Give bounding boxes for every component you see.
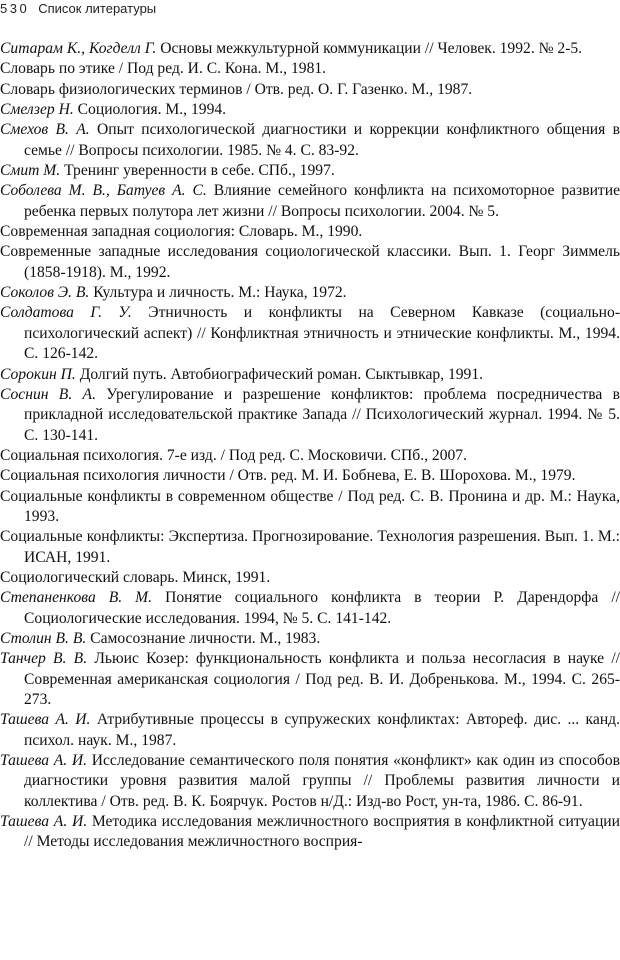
entry-author: Столин В. В. bbox=[0, 629, 87, 647]
entry-text: Словарь физиологических терминов / Отв. ред. О. Г. Газенко. М., 1987. bbox=[0, 80, 473, 98]
bibliography-entry bbox=[0, 466, 620, 486]
entry-text: Социологический словарь. Минск, 1991. bbox=[0, 568, 271, 586]
bibliography-entry bbox=[0, 222, 620, 242]
entry-text: Долгий путь. Автобиографический роман. Сыктывкар, 1991. bbox=[75, 365, 484, 383]
bibliography-entry bbox=[0, 303, 620, 364]
bibliography-entry bbox=[0, 812, 620, 853]
entry-text: Понятие социального конфликта в теории Р. Дарендорфа // Социологические исследования. 1994, № 5. С. 141-142. bbox=[24, 589, 620, 627]
entry-text: Этничность и конфликты на Северном Кавказе (социально-психологический аспект) // Конфликтная этничность и этнические конфликты. М., 1994. С. 126-142. bbox=[24, 304, 620, 363]
entry-text: Культура и личность. М.: Наука, 1972. bbox=[89, 284, 347, 302]
entry-text: Современная западная социология: Словарь. М., 1990. bbox=[0, 223, 363, 241]
entry-author: Ташева А. И. bbox=[0, 711, 91, 729]
entry-author: Степаненкова В. М. bbox=[0, 589, 153, 607]
entry-text: Исследование семантического поля понятия «конфликт» как один из способов диагностики уровня развития малой группы // Проблемы развития личности и коллектива / Отв. ред. В. К. Боярчук. Ростов н/Д.: Изд-во Рост, ун-та, 1986. С. 86-91. bbox=[24, 752, 620, 810]
bibliography-entry bbox=[0, 385, 620, 446]
entry-text: Современные западные исследования социологической классики. Вып. 1. Георг Зиммель (1858-1918). М., 1992. bbox=[0, 243, 620, 281]
entry-author: Ситарам К., Когделл Г. bbox=[0, 40, 157, 57]
bibliography-entry bbox=[0, 242, 620, 283]
entry-author: Соколов Э. В. bbox=[0, 284, 90, 302]
entry-text: Атрибутивные процессы в супружеских конфликтах: Автореф. дис. ... канд. психол. наук. М., 1987. bbox=[24, 711, 620, 749]
bibliography-entry bbox=[0, 629, 620, 649]
entry-text: Социальная психология личности / Отв. ред. М. И. Бобнева, Е. В. Шорохова. М., 1979. bbox=[0, 467, 576, 485]
entry-author: Смехов В. А. bbox=[0, 121, 90, 139]
bibliography-entry bbox=[0, 181, 620, 222]
section-title: Список литературы bbox=[38, 1, 157, 16]
bibliography-entry bbox=[0, 100, 620, 120]
bibliography-list bbox=[0, 39, 620, 853]
entry-text: Социальная психология. 7-е изд. / Под ред. С. Московичи. СПб., 2007. bbox=[0, 446, 467, 464]
entry-text: Словарь по этике / Под ред. И. С. Кона. М., 1981. bbox=[0, 60, 327, 78]
entry-text: Основы межкультурной коммуникации // Человек. 1992. № 2-5. bbox=[156, 40, 583, 57]
entry-author: Ташева А. И. bbox=[0, 752, 88, 770]
entry-text: Социальные конфликты: Экспертиза. Прогнозирование. Технология разрешения. Вып. 1. М.: ИСАН, 1991. bbox=[0, 528, 620, 566]
entry-text: Льюис Козер: функциональность конфликта и польза несогласия в науке // Современная американская социология / Под ред. В. И. Добренькова. М., 1994. С. 265-273. bbox=[24, 650, 620, 708]
bibliography-entry bbox=[0, 751, 620, 812]
entry-author: Соснин В. А. bbox=[0, 385, 96, 403]
entry-text: Опыт психологической диагностики и коррекции конфликтного общения в семье // Вопросы психологии. 1985. № 4. С. 83-92. bbox=[24, 121, 620, 159]
bibliography-entry bbox=[0, 283, 620, 303]
bibliography-entry bbox=[0, 365, 620, 385]
bibliography-entry bbox=[0, 446, 620, 466]
bibliography-entry bbox=[0, 161, 620, 181]
entry-author: Смит М. bbox=[0, 162, 61, 180]
page-number: 530 bbox=[0, 1, 30, 16]
entry-author: Ташева А. И. bbox=[0, 813, 88, 831]
bibliography-entry bbox=[0, 527, 620, 568]
entry-author: Смелзер Н. bbox=[0, 101, 74, 119]
bibliography-entry bbox=[0, 487, 620, 528]
entry-text: Социальные конфликты в современном обществе / Под ред. С. В. Пронина и др. М.: Наука, 1993. bbox=[0, 487, 620, 525]
entry-author: Соболева М. В., Батуев А. С. bbox=[0, 182, 207, 200]
bibliography-entry bbox=[0, 568, 620, 588]
entry-text: Самосознание личности. М., 1983. bbox=[86, 629, 321, 647]
entry-text: Методика исследования межличностного восприятия в конфликтной ситуации // Методы исследования межличностного восприя- bbox=[24, 813, 620, 851]
entry-text: Урегулирование и разрешение конфликтов: проблема посредничества в прикладной исследовательской практике Запада // Психологический журнал. 1994. № 5. С. 130-141. bbox=[24, 385, 620, 444]
bibliography-entry bbox=[0, 649, 620, 710]
entry-author: Танчер В. В. bbox=[0, 650, 88, 668]
entry-author: Сорокин П. bbox=[0, 365, 76, 383]
bibliography-entry bbox=[0, 710, 620, 751]
bibliography-entry bbox=[0, 39, 620, 59]
entry-text: Влияние семейного конфликта на психомоторное развитие ребенка первых полутора лет жизни // Вопросы психологии. 2004. № 5. bbox=[24, 182, 620, 220]
entry-author: Солдатова Г. У. bbox=[0, 304, 132, 322]
running-header bbox=[0, 0, 156, 22]
bibliography-entry bbox=[0, 588, 620, 629]
bibliography-entry bbox=[0, 120, 620, 161]
bibliography-entry bbox=[0, 59, 620, 79]
bibliography-entry bbox=[0, 80, 620, 100]
entry-text: Социология. М., 1994. bbox=[73, 101, 227, 119]
entry-text: Тренинг уверенности в себе. СПб., 1997. bbox=[60, 162, 335, 180]
